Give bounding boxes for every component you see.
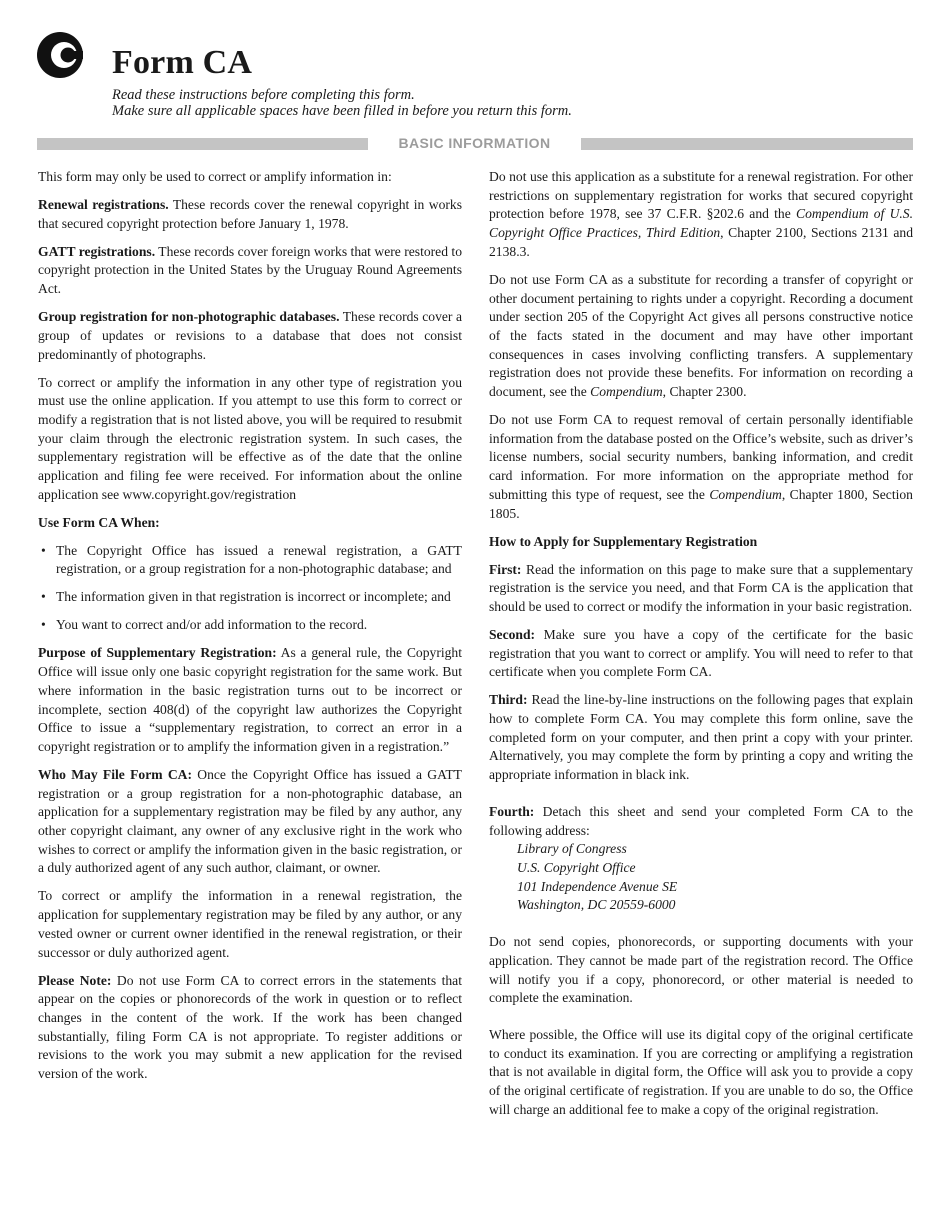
left-column: [38, 168, 462, 1093]
form-subtitle: [112, 87, 572, 119]
list-item: • You want to correct and/or add information to the record.: [38, 616, 462, 635]
how-to-apply-heading: How to Apply for Supplementary Registration: [489, 533, 758, 549]
please-note-heading: Please Note:: [38, 972, 112, 988]
bullet-icon: •: [41, 589, 46, 605]
gatt-heading: GATT registrations.: [38, 243, 156, 259]
renewal-substitute-paragraph: Do not use this application as a substitute for a renewal registration. For other restrictions on supplementary registration for works that secured copyright protection before 1978, see 37 C.F.R. §202.6 and the Compendium of U.S. Copyright Office Practices, Third Edition, Chapter 2100, Sections 2131 and 2138.3.: [489, 169, 913, 259]
renewal-registrations-paragraph: [38, 196, 462, 233]
purpose-paragraph: [38, 644, 462, 756]
group-registration-paragraph: [38, 308, 462, 364]
mailing-address: [517, 840, 913, 915]
digital-copy-paragraph: Where possible, the Office will use its digital copy of the original certificate to conduct its examination. If you are correcting or amplifying a registration that is not available in digital form, the Office will ask you to provide a copy of the original certificate of registration. If you are unable to do so, the Office will charge an additional fee to make a copy of the original registration.: [489, 1026, 913, 1117]
who-may-file-paragraph: [38, 766, 462, 878]
group-heading: Group registration for non-photographic databases.: [38, 309, 340, 325]
use-when-list: [38, 542, 462, 635]
gatt-registrations-paragraph: [38, 243, 462, 299]
transfer-paragraph: Do not use Form CA as a substitute for recording a transfer of copyright or other document pertaining to rights under a copyright. Recording a document under section 205 of the Copyright Act gives all persons constructive notice of the facts stated in the document and may have other important consequences in cases involving conflicting transfers. A supplementary registration does not provide these benefits. For information on recording a document, see the Compendium, Chapter 2300.: [489, 271, 913, 400]
renewal-correction-paragraph: To correct or amplify the information in a renewal registration, the application for supplementary registration may be filed by any author, or any vested owner or current owner identified in the renewal registration, or their successor or duly authorized agent.: [38, 888, 462, 960]
step-second-paragraph: Second: Make sure you have a copy of the certificate for the basic registration that you want to correct or amplify. You will need to refer to that certificate when you complete Form CA.: [489, 626, 913, 680]
bullet-icon: •: [41, 617, 46, 633]
step-first-paragraph: First: Read the information on this page to make sure that a supplementary registration is the service you need, and that Form CA is the application that should be used to correct or modify the information in your basic registration.: [489, 561, 913, 614]
intro-paragraph: This form may only be used to correct or amplify information in:: [38, 169, 392, 184]
list-item: • The information given in that registration is incorrect or incomplete; and: [38, 588, 462, 607]
renewal-heading: Renewal registrations.: [38, 197, 169, 212]
address-line: Library of Congress: [517, 841, 627, 857]
subtitle-line-2: Make sure all applicable spaces have been filled in before you return this form.: [112, 103, 572, 119]
group-body: These records cover a group of updates or revisions to a database that does not consist predominantly of photographs.: [38, 309, 462, 362]
copyright-c-icon: [37, 32, 83, 78]
pii-paragraph: Do not use Form CA to request removal of certain personally identifiable information from the database posted on the Office’s website, such as driver’s license numbers, social security numbers, banking information, and credit card information. For more information on the appropriate method for submitting this type of request, see the Compendium, Chapter 1800, Section 1805.: [489, 412, 913, 521]
who-may-file-heading: Who May File Form CA:: [38, 766, 192, 782]
renewal-body: These records cover the renewal copyright in works that secured copyright protection before January 1, 1978.: [38, 197, 462, 231]
please-note-paragraph: [38, 972, 462, 1084]
address-line: 101 Independence Avenue SE: [517, 878, 678, 894]
step-fourth-paragraph: Fourth: Detach this sheet and send your completed Form CA to the following address:: [489, 803, 913, 838]
compendium-title: Compendium of U.S. Copyright Office Practices, Third Edition: [489, 206, 913, 241]
address-line: Washington, DC 20559-6000: [517, 897, 676, 913]
subtitle-line-1: Read these instructions before completing this form.: [112, 87, 415, 103]
form-title: Form CA: [112, 44, 253, 81]
bullet-icon: •: [41, 542, 46, 558]
purpose-body: As a general rule, the Copyright Office will issue only one basic copyright registration for the same work. But where information in the basic registration turns out to be incorrect or incomplete, section 408(d) of the copyright law authorizes the Copyright Office to issue a “supplementary registration, to correct an error in a copyright registration or to amplify the information given in a registration.”: [38, 645, 462, 754]
list-item: • The Copyright Office has issued a renewal registration, a GATT registration, or a group registration for a non-photographic database; and: [41, 542, 462, 577]
banner-bar-left: [37, 138, 368, 150]
address-line: U.S. Copyright Office: [517, 859, 636, 875]
step-third-paragraph: Third: Read the line-by-line instructions on the following pages that explain how to complete Form CA. You may complete this form online, save the completed form on your computer, and then print a copy with your printer. Alternatively, you may complete the form by printing a copy and writing the appropriate information in black ink.: [489, 692, 913, 783]
section-banner: BASIC INFORMATION: [398, 135, 551, 151]
purpose-heading: Purpose of Supplementary Registration:: [38, 645, 277, 661]
use-when-heading: Use Form CA When:: [38, 514, 160, 530]
who-may-file-body: Once the Copyright Office has issued a GATT registration or a group registration for a non-photographic database, an application for a supplementary registration may be filed by any author, any other copyright claimant, any owner of any exclusive right in the work who wishes to correct or amplify the information given in the basic registration, or a duly authorized agent of any such author, claimant, or owner.: [38, 766, 462, 876]
right-column: [489, 168, 913, 1129]
no-copies-paragraph: Do not send copies, phonorecords, or supporting documents with your application. They cannot be made part of the registration record. The Office will notify you if a copy, phonorecord, or other material is needed to complete the examination.: [489, 934, 913, 1006]
banner-bar-right: [581, 138, 913, 150]
gatt-body: These records cover foreign works that were restored to copyright protection in the United States by the Uruguay Round Agreements Act.: [38, 243, 462, 297]
other-types-paragraph: To correct or amplify the information in any other type of registration you must use the online application. If you attempt to use this form to correct or modify a registration that is not listed above, you will be required to resubmit your claim through the electronic registration system. In such cases, the supplementary registration will be effective as of the date that the online application and filing fee were received. For information about the online application see www.copyright.gov/registration: [38, 374, 462, 502]
please-note-body: Do not use Form CA to correct errors in the statements that appear on the copies or phonorecords of the work in question or to reflect changes in the content of the work. If the work has been changed substantially, filing Form CA is not appropriate. To register additions or revisions to the work you may submit a new application for the revised version of the work.: [38, 972, 462, 1082]
